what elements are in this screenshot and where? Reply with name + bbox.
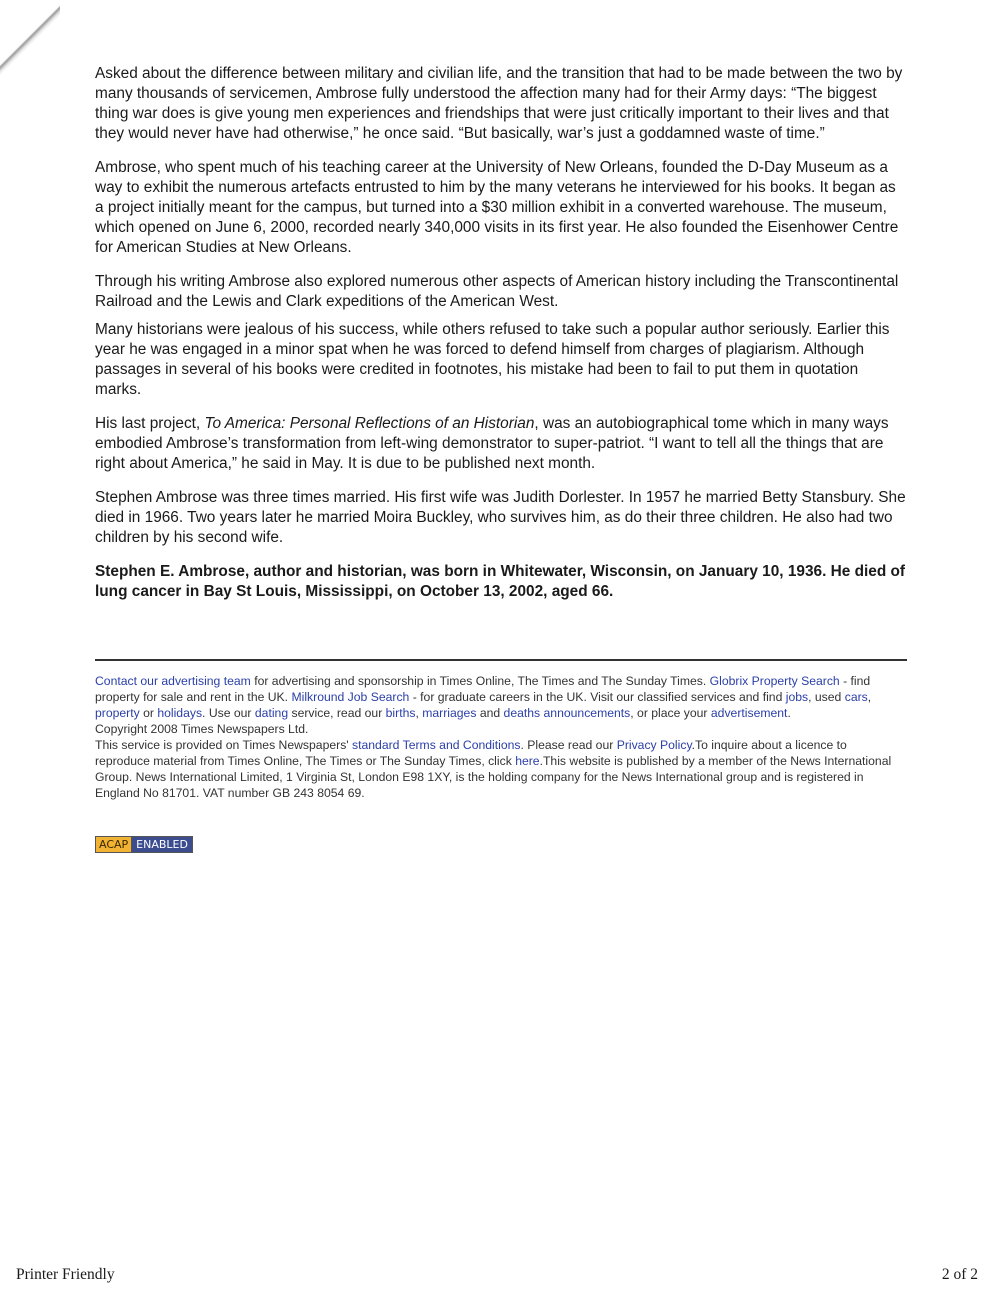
printer-friendly-label: Printer Friendly: [16, 1266, 115, 1283]
article-paragraph: [95, 414, 907, 474]
site-footer: [95, 673, 895, 801]
property-link[interactable]: property: [95, 706, 140, 720]
dating-link[interactable]: dating: [254, 706, 289, 720]
article-body: [95, 64, 907, 616]
footer-text: and: [476, 706, 504, 720]
footer-text: This service is provided on Times Newspapers': [95, 738, 353, 752]
footer-links-block: [95, 673, 895, 721]
marriages-link[interactable]: marriages: [422, 706, 477, 720]
licence-here-link[interactable]: here: [515, 754, 540, 768]
print-footer: [16, 1266, 978, 1284]
milkround-link[interactable]: Milkround Job Search: [291, 690, 410, 704]
contact-advertising-link[interactable]: Contact our advertising team: [95, 674, 251, 688]
footer-text: for advertising and sponsorship in Times Online, The Times and The Sunday Times.: [250, 674, 710, 688]
article-text: , was an autobiographical tome which in many ways embodied Ambrose’s transformation from left-wing demonstrator to super-patriot. “I want to tell all the things that are right about America,” he said in May. It is due to be published next month.: [95, 415, 889, 472]
article-paragraph: Asked about the difference between military and civilian life, and the transition that had to be made between the two by many thousands of servicemen, Ambrose fully understood the affection many had for their Army days: “The biggest thing war does is give young men experiences and friendships that were just critically important to their lives and that they would never have had otherwise,” he once said. “But basically, war’s just a goddamned waste of time.”: [95, 65, 903, 142]
page-number: 2 of 2: [941, 1266, 978, 1283]
article-text: His last project,: [95, 415, 205, 432]
enabled-label: ENABLED: [132, 837, 192, 852]
footer-text: - find property for sale and rent in the UK.: [95, 674, 871, 704]
holidays-link[interactable]: holidays: [157, 706, 203, 720]
footer-text: .This website is published by a member of the News International Group. News International Limited, 1 Virginia St, London E98 1XY, is the holding company for the News International group and is registered in England No 81701. VAT number GB 243 8054 69.: [95, 754, 892, 800]
footer-text: service, read our: [288, 706, 386, 720]
advertisement-link[interactable]: advertisement: [710, 706, 788, 720]
article-paragraph: Stephen Ambrose was three times married. His first wife was Judith Dorlester. In 1957 he married Betty Stansbury. She died in 1966. Two years later he married Moira Buckley, who survives him, as do their three children. He also had two children by his second wife.: [95, 489, 906, 546]
globrix-link[interactable]: Globrix Property Search: [709, 674, 840, 688]
jobs-link[interactable]: jobs: [785, 690, 809, 704]
copyright-text: Copyright 2008 Times Newspapers Ltd.: [95, 722, 309, 736]
footer-text: .: [787, 706, 791, 720]
footer-text: - for graduate careers in the UK. Visit our classified services and find: [409, 690, 786, 704]
article-paragraph: Many historians were jealous of his success, while others refused to take such a popular author seriously. Earlier this year he was engaged in a minor spat when he was forced to defend himself from charges of plagiarism. Although passages in several of his books were credited in footnotes, his mistake had been to fail to put them in quotation marks.: [95, 321, 890, 398]
footer-text: . Use our: [202, 706, 255, 720]
deaths-link[interactable]: deaths announcements: [503, 706, 631, 720]
article-paragraph: Through his writing Ambrose also explored numerous other aspects of American history including the Transcontinental Railroad and the Lewis and Clark expeditions of the American West.: [95, 273, 899, 310]
book-title: To America: Personal Reflections of an Historian: [204, 415, 535, 432]
privacy-link[interactable]: Privacy Policy: [616, 738, 692, 752]
footer-text: ,: [415, 706, 423, 720]
footer-text: or: [139, 706, 158, 720]
article-paragraph: Ambrose, who spent much of his teaching career at the University of New Orleans, founded the D-Day Museum as a way to exhibit the numerous artefacts entrusted to him by the many veterans he interviewed for his books. It began as a project initially meant for the campus, but turned into a $30 million exhibit in a converted warehouse. The museum, which opened on June 6, 2000, recorded nearly 340,000 visits in its first year. He also founded the Eisenhower Centre for American Studies at New Orleans.: [95, 159, 899, 256]
footer-text: ,: [867, 690, 872, 704]
terms-link[interactable]: standard Terms and Conditions: [352, 738, 521, 752]
footer-text: , or place your: [630, 706, 711, 720]
footer-text: , used: [808, 690, 845, 704]
page-corner-fold: [0, 0, 60, 75]
article-summary: Stephen E. Ambrose, author and historian, was born in Whitewater, Wisconsin, on January 10, 1936. He died of lung cancer in Bay St Louis, Mississippi, on October 13, 2002, aged 66.: [95, 563, 906, 600]
footer-divider: [95, 659, 907, 661]
cars-link[interactable]: cars: [844, 690, 868, 704]
footer-legal-block: [95, 737, 895, 801]
footer-text: .To inquire about a licence to reproduce material from Times Online, The Times or The Sunday Times, click: [95, 738, 847, 768]
births-link[interactable]: births: [385, 706, 416, 720]
acap-label: ACAP: [96, 837, 132, 852]
footer-text: . Please read our: [520, 738, 617, 752]
acap-enabled-badge[interactable]: [95, 836, 193, 853]
